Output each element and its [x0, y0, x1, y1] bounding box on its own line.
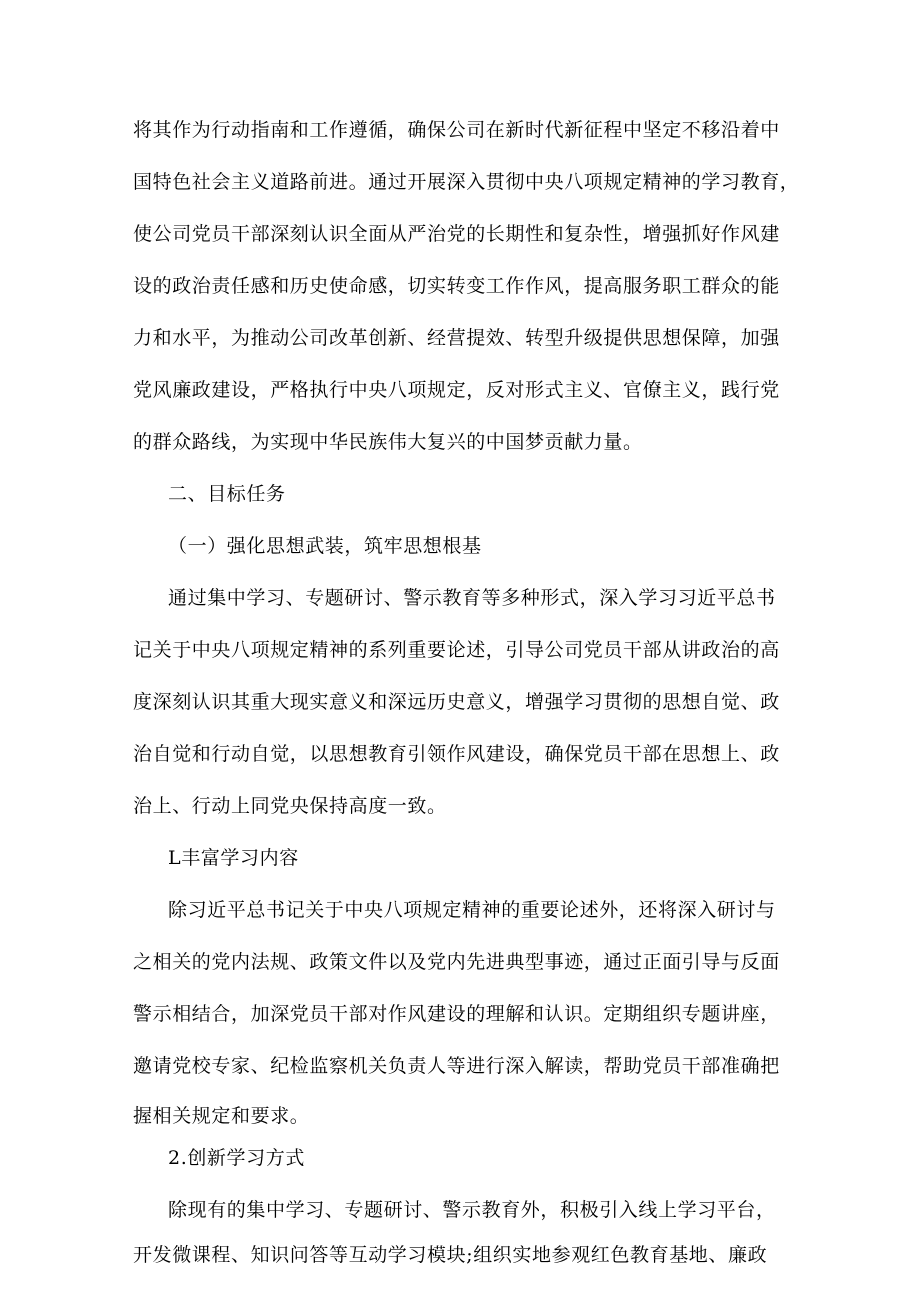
text-line: 开发微课程、知识问答等互动学习模块;组织实地参观红色教育基地、廉政 [133, 1244, 768, 1266]
section-heading: 二、目标任务 [168, 483, 286, 505]
text-line: 除习近平总书记关于中央八项规定精神的重要论述外，还将深入研讨与 [168, 899, 776, 921]
text-line: 国特色社会主义道路前进。通过开展深入贯彻中央八项规定精神的学习教育， [133, 171, 800, 193]
text-line: 党风廉政建设，严格执行中央八项规定，反对形式主义、官僚主义，践行党 [133, 379, 780, 401]
subsection-heading: （一）强化思想武装，筑牢思想根基 [168, 535, 482, 557]
text-line: 除现有的集中学习、专题研讨、警示教育外，积极引入线上学习平台， [168, 1199, 776, 1221]
text-line: 握相关规定和要求。 [133, 1105, 310, 1127]
text-line: 通过集中学习、专题研讨、警示教育等多种形式，深入学习习近平总书 [168, 587, 776, 609]
text-line: 警示相结合，加深党员干部对作风建设的理解和认识。定期组织专题讲座， [133, 1003, 780, 1025]
text-line: 使公司党员干部深刻认识全面从严治党的长期性和复杂性，增强抓好作风建 [133, 223, 780, 245]
text-line: 设的政治责任感和历史使命感，切实转变工作作风，提高服务职工群众的能 [133, 275, 780, 297]
item-heading: 2.创新学习方式 [168, 1147, 305, 1169]
text-line: 治自觉和行动自觉，以思想教育引领作风建设，确保党员干部在思想上、政 [133, 743, 780, 765]
text-line: 力和水平，为推动公司改革创新、经营提效、转型升级提供思想保障，加强 [133, 327, 780, 349]
text-line: 邀请党校专家、纪检监察机关负责人等进行深入解读，帮助党员干部准确把 [133, 1055, 780, 1077]
text-line: 记关于中央八项规定精神的系列重要论述，引导公司党员干部从讲政治的高 [133, 639, 780, 661]
text-line: 将其作为行动指南和工作遵循，确保公司在新时代新征程中坚定不移沿着中 [133, 119, 780, 141]
text-line: 之相关的党内法规、政策文件以及党内先进典型事迹，通过正面引导与反面 [133, 951, 780, 973]
text-line: 度深刻认识其重大现实意义和深远历史意义，增强学习贯彻的思想自觉、政 [133, 691, 780, 713]
item-heading: L丰富学习内容 [168, 847, 299, 869]
text-line: 的群众路线，为实现中华民族伟大复兴的中国梦贡献力量。 [133, 431, 643, 453]
text-line: 治上、行动上同党央保持高度一致。 [133, 795, 447, 817]
